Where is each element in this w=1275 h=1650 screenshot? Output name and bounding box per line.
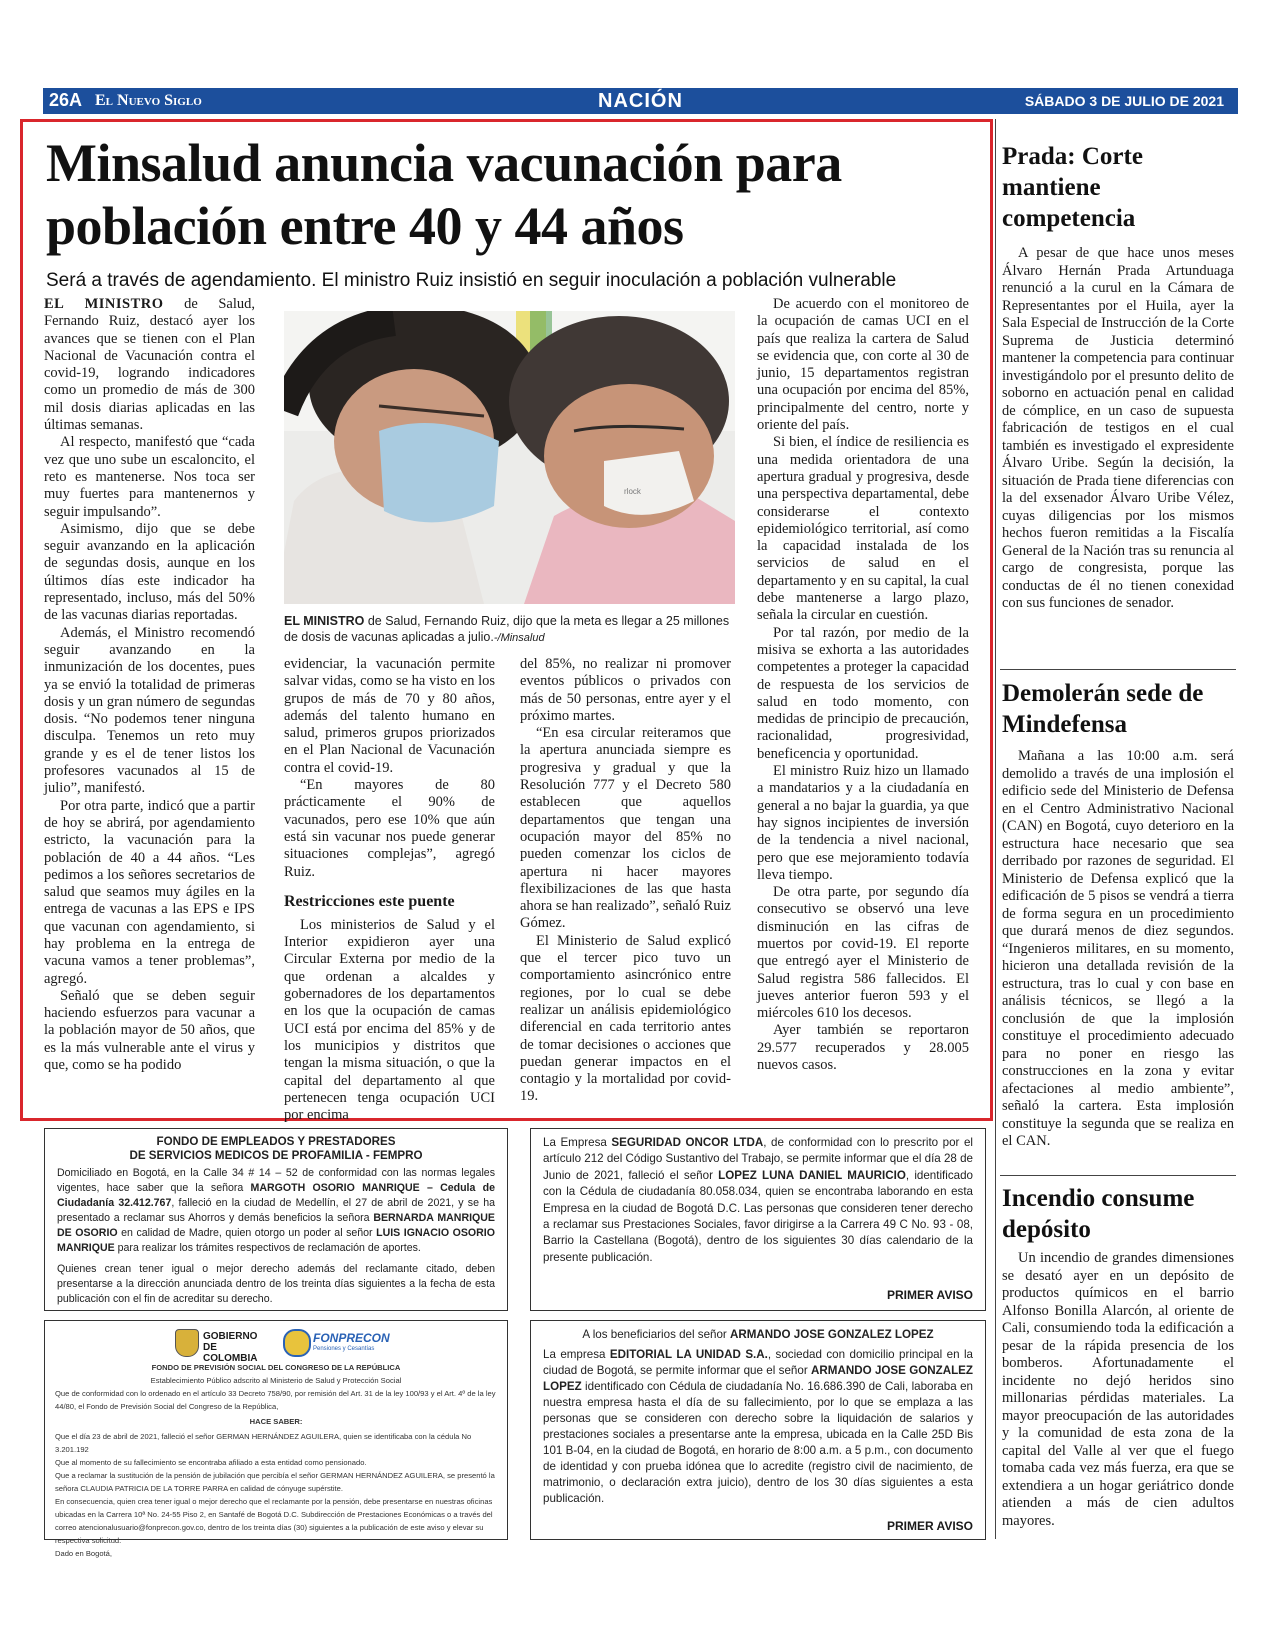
- fonprecon-logo-sub: Pensiones y Cesantías: [313, 1346, 375, 1352]
- paragraph: Los ministerios de Salud y el Interior expidieron ayer una Circular Externa por medio de la que ordenan a alcaldes y gobernadores de los departamentos en los que la ocupación de camas UCI está por encima del 85% y de los municipios y distritos que tengan la misma situación, o que la capital del departamento al que pertenecen tenga ocupación UCI por encima: [284, 916, 495, 1124]
- article-column-3: [520, 656, 731, 1106]
- gobierno-logo-text: GOBIERNO DE COLOMBIA: [203, 1331, 258, 1364]
- paragraph: Un incendio de grandes dimensiones se desató ayer en un depósito de productos químicos en el barrio Alfonso Bonilla Alarcón, al oriente de Cali, consumiendo toda la edificación a pesar de la rápida presencia de los bomberos. Afortunadamente el incidente no dejó heridos sino millonarias pérdidas materiales. La mayor preocupación de las autoridades y la comunidad de esta zona de la capital del Valle al ver que el fuego tomaba cada vez más fuerza, era que se extendiera a un hogar geriátrico donde atienden a más de cien adultos mayores.: [1002, 1250, 1234, 1529]
- sidebar-title-mindefensa: Demolerán sede de Mindefensa: [1002, 680, 1204, 738]
- fonprecon-logo-icon: [283, 1329, 311, 1357]
- article-column-2: [284, 656, 495, 1124]
- notice-fonprecon: [44, 1320, 508, 1558]
- notice-logos: [55, 1327, 497, 1364]
- caption-lead: EL MINISTRO: [284, 614, 365, 628]
- notice-line: Que a reclamar la sustitución de la pensión de jubilación que percibía el señor GERMAN HERNÁNDEZ AGUILERA, se presentó la señora CLAUDIA PATRICIA DE LA TORRE PARRA en calidad de cónyuge supérstite.: [55, 1471, 495, 1493]
- notice-fempro: [44, 1128, 508, 1311]
- notice-title: DE SERVICIOS MEDICOS DE PROFAMILIA - FEMPRO: [129, 1149, 423, 1162]
- sidebar-divider: [995, 119, 996, 1539]
- paragraph: Si bien, el índice de resiliencia es una medida orientadora de una apertura gradual y progresiva, desde una perspectiva departamental, debe considerarse el contexto epidemiológico territorial, así como la capacidad instalada de los servicios de salud en el departamento y en su capital, la cual debe mantenerse a largo plazo, señala la circular en cuestión.: [757, 434, 969, 624]
- sidebar-title-incendio: Incendio consume depósito: [1002, 1185, 1195, 1243]
- paragraph: de Salud, Fernando Ruiz, destacó ayer los avances que se tienen con el Plan Nacional de Vacunación contra el covid-19, logrando indicadores como un promedio de más de 300 mil dosis diarias aplicadas en las últimas semanas.: [44, 296, 255, 434]
- notice-line: FONDO DE PREVISIÓN SOCIAL DEL CONGRESO DE LA REPÚBLICA: [151, 1363, 401, 1372]
- notice-line: Establecimiento Público adscrito al Ministerio de Salud y Protección Social: [150, 1376, 402, 1385]
- notice-line: Que de conformidad con lo ordenado en el artículo 33 Decreto 758/90, por remisión del Art. 31 de la ley 100/93 y el Art. 4º de la ley 44/80, el Fondo de Previsión Social del Congreso de la República,: [55, 1389, 496, 1411]
- notice-editorial-unidad: [530, 1320, 986, 1540]
- newspaper-name: El Nuevo Siglo: [95, 92, 202, 109]
- section-title: NACIÓN: [598, 90, 683, 112]
- sidebar-text-prada: [1002, 245, 1234, 613]
- section-subtitle: Restricciones este puente: [284, 892, 455, 910]
- minister-photo: [284, 311, 735, 604]
- notice-body: La empresa EDITORIAL LA UNIDAD S.A., sociedad con domicilio principal en la ciudad de Bogotá, se permite informar que el señor ARMANDO JOSE GONZALEZ LOPEZ identificado con Cédula de ciudadanía No. 16.686.390 de Cali, laboraba en nuestra empresa hasta el día de su fallecimiento, por lo que se emplaza a las personas que se consideren con derecho sobre la liquidación de salarios y prestaciones sociales a presentarse ante la empresa, ubicada en la Calle 25D Bis 101 B-04, en la ciudad de Bogotá, en horario de 8:00 a.m. a 5 p.m., con documento de identidad y con prueba idónea que lo acredite (registro civil de nacimiento, de matrimonio, o declaración extra juicio), dentro de los 30 días siguientes a esta publicación.: [543, 1348, 973, 1506]
- paragraph: De otra parte, por segundo día consecutivo se observó una leve disminución en las cifras de muertos por covid-19. El reporte que entregó ayer el Ministerio de Salud registra 586 fallecidos. El jueves anterior fueron 593 y el miércoles 610 los decesos.: [757, 884, 969, 1022]
- paragraph: “En mayores de 80 prácticamente el 90% de vacunados, pero ese 10% que aún está sin vacunar nos puede generar situaciones complejas”, agregó Ruiz.: [284, 777, 495, 880]
- notice-line: Que el día 23 de abril de 2021, falleció el señor GERMAN HERNÁNDEZ AGUILERA, quien se identificaba con la cédula No 3.201.192: [55, 1432, 472, 1454]
- notice-body: Domiciliado en Bogotá, en la Calle 34 # 14 – 52 de conformidad con las normas legales vigentes, hace saber que la señora MARGOTH OSORIO MANRIQUE – Cedula de Ciudadanía 32.412.767, falleció en la ciudad de Medellín, el 27 de abril de 2021, y se ha presentado a reclamar sus Ahorros y demás beneficios la señora BERNARDA MANRIQUE DE OSORIO en calidad de Madre, quien otorgo un poder al señor LUIS IGNACIO OSORIO MANRIQUE para realizar los trámites respectivos de reclamación de aportes.: [57, 1167, 495, 1254]
- issue-date: SÁBADO 3 DE JULIO DE 2021: [1024, 93, 1224, 109]
- svg-text:rlock: rlock: [624, 487, 641, 496]
- paragraph: Por otra parte, indicó que a partir de hoy se abrirá, por agendamiento estricto, la vacunación para la población de 40 a 44 años. “Les pedimos a los señores secretarios de salud que seamos muy ágiles en la entrega de vacunas a las EPS e IPS que vacunan con agendamiento, si hay problema en la entrega de vacuna vamos a tener problemas”, agregó.: [44, 797, 255, 987]
- notice-body: La Empresa SEGURIDAD ONCOR LTDA, de conformidad con lo prescrito por el artículo 212 del Código Sustantivo del Trabajo, se permite informar que el día 28 de Junio de 2021, falleció el señor LOPEZ LUNA DANIEL MAURICIO, identificado con la Cédula de ciudadanía 80.058.034, quien se encontraba laborando en esta Empresa en la ciudad de Bogotá D.C. Las personas que consideren tener derecho a reclamar sus Prestaciones Sociales, favor dirigirse a la Carrera 49 C No. 93 - 08, Barrio la Castellana (Bogotá), dentro de los siguientes 30 días calendario de la presente publicación.: [543, 1136, 973, 1264]
- article-column-1: [44, 296, 255, 1074]
- sidebar-rule: [1000, 1175, 1236, 1176]
- paragraph: De acuerdo con el monitoreo de la ocupación de camas UCI en el país que realiza la cartera de Salud se evidencia que, con corte al 30 de junio, 15 departamentos registran una ocupación por encima del 85%, principalmente del centro, norte y oriente del país.: [757, 296, 969, 434]
- photo-credit: -/Minsalud: [493, 632, 545, 644]
- notice-body: Quienes crean tener igual o mejor derecho además del reclamante citado, deben presentarse a la dirección anunciada dentro de los treinta días siguientes a la fecha de esta publicación con el fin de acreditar su derecho.: [57, 1263, 495, 1305]
- paragraph: A pesar de que hace unos meses Álvaro Hernán Prada Artunduaga renunció a la curul en la Cámara de Representantes por el Huila, ayer la Sala Especial de Instrucción de la Corte Suprema de Justicia determinó mantener la competencia para continuar investigándolo por el presunto delito de soborno en actuación penal en calidad de cómplice, en un caso de supuesta fabricación de testigos en el cual también es investigado el expresidente Álvaro Uribe. Según la decisión, la situación de Prada tiene diferencias con la del exsenador Álvaro Uribe Vélez, cuyas diligencias por los mismos hechos fueron remitidas a la Fiscalía General de la Nación tras su renuncia al cargo de congresista, porque las conductas de él no tienen conexidad con sus funciones de senador.: [1002, 245, 1234, 611]
- paragraph: Por tal razón, por medio de la misiva se exhorta a las autoridades competentes a proteger la capacidad de respuesta de los servicios de salud en todo momento, con medidas de principio de precaución, racionalidad, progresividad, beneficencia y oportunidad.: [757, 624, 969, 762]
- notice-heading: A los beneficiarios del señor ARMANDO JOSE GONZALEZ LOPEZ: [582, 1328, 934, 1341]
- notice-line: Dado en Bogotá,: [55, 1549, 112, 1558]
- article-headline: Minsalud anuncia vacunación para población entre 40 y 44 años: [46, 133, 842, 256]
- sidebar-rule: [1000, 669, 1236, 670]
- page-number: 26A: [49, 90, 83, 110]
- paragraph: Asimismo, dijo que se debe seguir avanzando en la aplicación de segundas dosis, aunque en los últimos días este indicador ha representado, incluso, más del 50% de las vacunas diarias reportadas.: [44, 520, 255, 624]
- article-column-4: [757, 296, 969, 1074]
- sidebar-text-mindefensa: [1002, 748, 1234, 1151]
- notice-aviso: PRIMER AVISO: [886, 1288, 973, 1302]
- paragraph: Además, el Ministro recomendó seguir avanzando en la inmunización de los docentes, pues ya se envió la totalidad de primeras dosis y un gran número de segundas dosis. “No podemos tener ninguna disculpa. Tenemos un reto muy grande y es el de tener listos los profesores vacunados al 15 de julio”, manifestó.: [44, 624, 255, 797]
- paragraph: El ministro Ruiz hizo un llamado a mandatarios y a la ciudadanía en general a no bajar la guardia, ya que hay signos incipientes de inversión de la tendencia a nivel nacional, pero que ese mejoramiento todavía lleva tiempo.: [757, 763, 969, 883]
- page-header-bar: [43, 88, 1238, 114]
- notice-line: HACE SABER:: [249, 1417, 303, 1426]
- sidebar-text-incendio: [1002, 1250, 1234, 1530]
- paragraph: Mañana a las 10:00 a.m. será demolido a través de una implosión el edificio sede del Ministerio de Defensa en el Centro Administrativo Nacional (CAN) en Bogotá, cuyo deterioro en la estructura hace necesario que sea derribado por razones de seguridad. El Ministerio de Defensa explicó que la edificación de 5 pisos se vendrá a tierra de forma segura en un procedimiento que durará menos de diez segundos. “Ingenieros militares, en su momento, hicieron una detallada revisión de la estructura, tras lo cual y con base en análisis técnicos, se llegó a la conclusión de que la implosión constituye el procedimiento adecuado para no poner en riesgo las construcciones en la zona y evitar afectaciones al medio ambiente”, señaló la cartera. Esta implosión constituye la segunda que se realiza en el CAN.: [1002, 748, 1234, 1149]
- notice-line: Que al momento de su fallecimiento se encontraba afiliado a esta entidad como pensionado.: [55, 1458, 367, 1467]
- notice-line: En consecuencia, quien crea tener igual o mejor derecho que el reclamante por la pensión, debe presentarse en nuestras oficinas ubicadas en la Carrera 10ª No. 24-55 Piso 2, en Santafé de Bogotá D.C. Subdirección de Prestaciones Económicas o a través del correo atencionalusuario@fonprecon.gov.co, dentro de los treinta días (30) siguientes a la publicación de este aviso y elevar su respectiva solicitud.: [55, 1497, 493, 1545]
- notice-aviso: PRIMER AVISO: [886, 1519, 973, 1533]
- sidebar-title-prada: Prada: Corte mantiene competencia: [1002, 143, 1143, 232]
- paragraph: Al respecto, manifestó que “cada vez que uno sube un escaloncito, el reto es mantenerse. Nos toca ser muy fuertes para mantenernos y seguir impulsando”.: [44, 434, 255, 520]
- lead-in: EL MINISTRO: [44, 296, 164, 312]
- paragraph: del 85%, no realizar ni promover eventos públicos o privados con más de 50 personas, entre ayer y el próximo martes.: [520, 656, 731, 724]
- shield-icon: [175, 1329, 199, 1357]
- paragraph: Ayer también se reportaron 29.577 recuperados y 28.005 nuevos casos.: [757, 1022, 969, 1074]
- photo-caption: [284, 613, 735, 646]
- notice-oncor: [530, 1128, 986, 1311]
- article-subhead: Será a través de agendamiento. El ministro Ruiz insistió en seguir inoculación a población vulnerable: [46, 270, 897, 291]
- paragraph: evidenciar, la vacunación permite salvar vidas, como se ha visto en los grupos de más de 70 y 80 años, además del talento humano en salud, primeros grupos priorizados en el Plan Nacional de Vacunación contra el covid-19.: [284, 656, 496, 776]
- paragraph: Señaló que se deben seguir haciendo esfuerzos para vacunar a la población mayor de 50 años, que es la más vulnerable ante el virus y que, como se ha podido: [44, 987, 255, 1074]
- caption-text: de Salud, Fernando Ruiz, dijo que la meta es llegar a 25 millones de dosis de vacunas aplicadas a julio.: [284, 614, 730, 644]
- notice-title: FONDO DE EMPLEADOS Y PRESTADORES: [156, 1135, 396, 1148]
- fonprecon-logo-text: FONPRECON: [313, 1331, 390, 1345]
- paragraph: “En esa circular reiteramos que la apertura anunciada siempre es progresiva y gradual y que la Resolución 777 y el Decreto 580 establecen que aquellos departamentos que tengan una ocupación mayor del 85% no pueden comenzar los ciclos de apertura ni hacer mayores flexibilizaciones de las que hasta ahora se han realizado”, señaló Ruiz Gómez.: [520, 725, 731, 932]
- paragraph: El Ministerio de Salud explicó que el tercer pico tuvo un comportamiento asincrónico entre regiones, por lo cual se debe realizar un análisis epidemiológico diferencial en cada territorio antes de tomar decisiones o acciones que puedan generar impactos en el contagio y la mortalidad por covid-19.: [520, 932, 731, 1105]
